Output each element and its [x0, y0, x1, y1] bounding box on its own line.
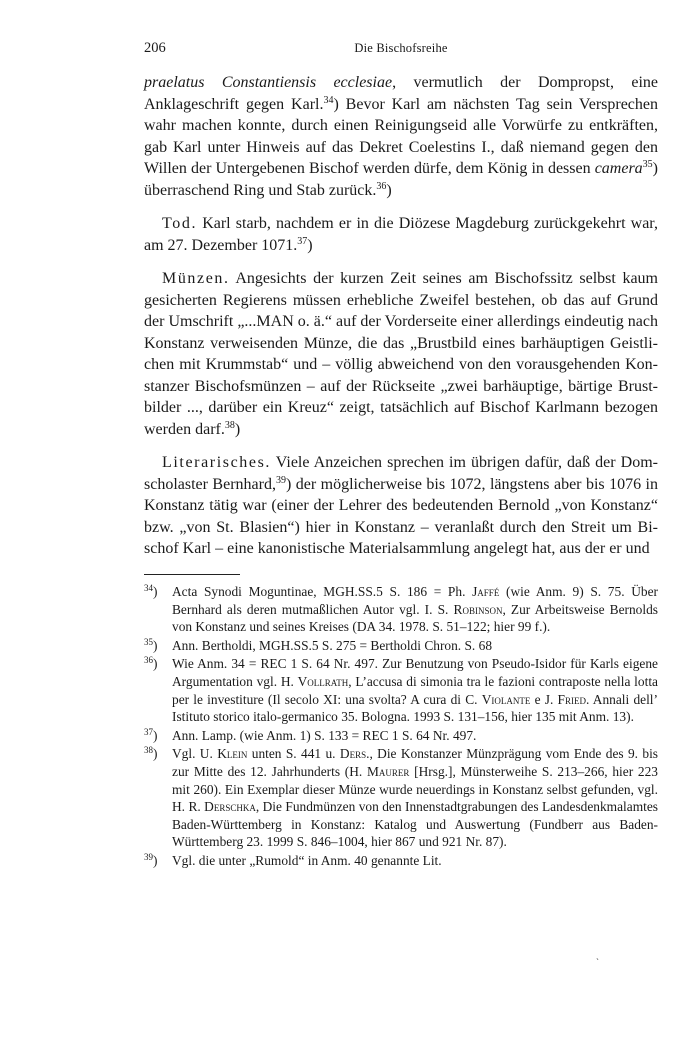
footnote	[144, 637, 658, 655]
text-run: Wie Anm. 34 = REC 1 S. 64 Nr. 497. Zur Benutzung von Pseudo-Isidor für Karls eigene Argumentation vgl. H.	[172, 656, 658, 689]
footnote-ref[interactable]: 37	[297, 235, 308, 247]
page-number: 206	[144, 40, 166, 56]
footnote-number: 36	[144, 655, 153, 666]
text-run: ) der möglicherweise bis 1072, längstens aber bis 1076 in Konstanz tätig war (einer der Lehrer des bedeutenden Bernold „von Konstanz“ bzw. „von St. Blasien“) hier in Konstanz – veranlaßt durch den Streit um Bischof Karl – eine kanonistische Materialsammlung angelegt hat, aus der er und	[144, 475, 658, 557]
text-run: Angesichts der kurzen Zeit seines am Bischofssitz selbst kaum gesicherten Regierens müssen erhebliche Zweifel bestehen, ob das auf Grund der Umschrift „...MAN o. ä.“ auf der Vorderseite einer allerdings eindeutig nach Konstanz verweisenden Münze, die das „Brustbild eines barhäuptigen Geistlichen mit Krummstab“ und – völlig abweichend von den vorausgehenden Konstanzer Bischofsmünzen – auf der Rückseite „zwei barhäuptige, bärtige Brustbilder ..., darüber ein Kreuz“ zeigt, tatsächlich auf Bischof Karlmann bezogen werden darf.	[144, 270, 658, 438]
text-run: , vermutlich der Dompropst, eine Anklageschrift gegen Karl.	[144, 74, 658, 113]
footnote-number: 35	[144, 636, 153, 647]
text-run: , L’accusa di simonia tra le fazioni contraposte nella lotta per le investiture (Il secolo XI: una svolta? A cura di C.	[172, 673, 658, 707]
author-name: Violante	[481, 691, 531, 707]
footnote-ref[interactable]: 36	[376, 180, 387, 192]
section-heading: Literarisches.	[162, 454, 272, 471]
paragraph	[144, 213, 658, 256]
author-name: Derschka	[204, 799, 256, 815]
text-run: Vgl. U.	[172, 746, 218, 762]
footnote-ref[interactable]: 34	[323, 94, 334, 106]
footnote	[144, 852, 658, 870]
footnote-ref[interactable]: 39	[275, 474, 286, 486]
text-run: , Zur Arbeitsweise Bernolds von Konstanz und seines Kreises (DA 34. 1978. S. 51–122; hier 99 f.).	[172, 601, 658, 635]
text-run: ) überraschend Ring und Stab zurück.	[144, 160, 658, 199]
footnote-marker: $^{36}$)	[144, 655, 158, 672]
author-name: Maurer	[367, 763, 410, 779]
text-run: Ann. Lamp. (wie Anm. 1) S. 133 = REC 1 S. 64 Nr. 497.	[172, 727, 477, 743]
latin-phrase: praelatus Constantiensis ecclesiae	[144, 74, 393, 91]
footnote	[144, 583, 658, 636]
footnote-marker: $^{39}$)	[144, 851, 158, 868]
author-name: Jaffé	[472, 584, 500, 599]
text-run: , Die Konstanzer Münzprägung vom Ende des 9. bis zur Mitte des 12. Jahrhunderts (H.	[172, 746, 659, 779]
author-name: Robinson	[453, 601, 503, 617]
author-name: Ders.	[339, 746, 370, 762]
text-run: )	[386, 181, 392, 199]
footnote-separator	[144, 574, 240, 575]
text-run: [Hrsg.], Münsterweihe S. 213–266, hier 223 mit 260). Ein Exemplar dieser Münze wurde neuerdings in Konstanz selbst gefunden, vgl. H. R.	[172, 763, 658, 815]
footnotes	[144, 583, 658, 871]
section-heading: Münzen.	[162, 270, 230, 287]
author-name: Fried	[557, 691, 586, 707]
footnote	[144, 655, 658, 725]
footnote-marker: $^{37}$)	[144, 726, 158, 743]
text-run: Vgl. die unter „Rumold“ in Anm. 40 genannte Lit.	[172, 852, 442, 868]
text-run: . Annali dell’ Istituto storico italo-germanico 35. Bologna. 1993 S. 131–156, hier 135 mit Anm. 13).	[172, 691, 658, 725]
text-run: Acta Synodi Moguntinae, MGH.SS.5 S. 186 = Ph.	[172, 584, 473, 599]
paragraph	[144, 452, 658, 560]
text-run: (wie Anm. 9) S. 75. Über Bernhard als deren mutmaßlichen Autor vgl. I. S.	[172, 584, 658, 617]
footnote-ref[interactable]: 35	[642, 159, 653, 170]
paragraph	[144, 72, 658, 201]
text-run: e J.	[530, 691, 558, 707]
main-text	[144, 72, 658, 560]
section-heading: Tod.	[162, 215, 198, 232]
paragraph	[144, 268, 658, 440]
footnote-marker: $^{38}$)	[144, 745, 158, 762]
footnote-ref[interactable]: 38	[224, 419, 235, 431]
text-run: Karl starb, nachdem er in die Diözese Magdeburg zurückgekehrt war, am 27. Dezember 1071.	[144, 215, 658, 254]
author-name: Vollrath	[297, 673, 349, 689]
text-run: Viele Anzeichen sprechen im übrigen dafür, daß der Domscholaster Bernhard,	[144, 454, 658, 493]
footnote-number: 37	[144, 726, 153, 737]
footnote-number: 38	[144, 745, 153, 756]
footnote-number: 39	[144, 851, 153, 862]
footnote-number: 34	[144, 583, 153, 593]
footnote-marker: $^{35}$)	[144, 636, 158, 653]
running-title: Die Bischofsreihe	[354, 41, 448, 55]
text-run: ) Bevor Karl am nächsten Tag sein Versprechen wahr machen konnte, durch einen Reinigungseid alle Vorwürfe zu entkräften, gab Karl unter Hinweis auf das Dekret Coelestins I., daß niemand gegen den Willen der Untergebenen Bischof werden dürfe, dem König in dessen	[144, 95, 658, 177]
author-name: Klein	[217, 746, 248, 762]
text-run: unten S. 441 u.	[247, 746, 340, 762]
latin-term: camera	[594, 160, 643, 177]
footnote	[144, 745, 658, 851]
text-run: )	[307, 236, 313, 254]
footnote	[144, 727, 658, 745]
scan-mark: ˎ	[596, 950, 599, 960]
page-header	[144, 40, 658, 60]
text-run: , Die Fundmünzen von den Innenstadtgrabungen des Landesdenkmalamtes Baden-Württemberg in Konstanz: Katalog und Auswertung (Fundberr aus Baden-Württemberg 23. 1999 S. 846–1004, hier 867 und 921 Nr. 87).	[172, 799, 658, 850]
text-run: )	[234, 420, 241, 438]
text-run: Ann. Bertholdi, MGH.SS.5 S. 275 = Bertholdi Chron. S. 68	[172, 637, 493, 653]
footnote-marker: $^{34}$)	[144, 583, 158, 599]
